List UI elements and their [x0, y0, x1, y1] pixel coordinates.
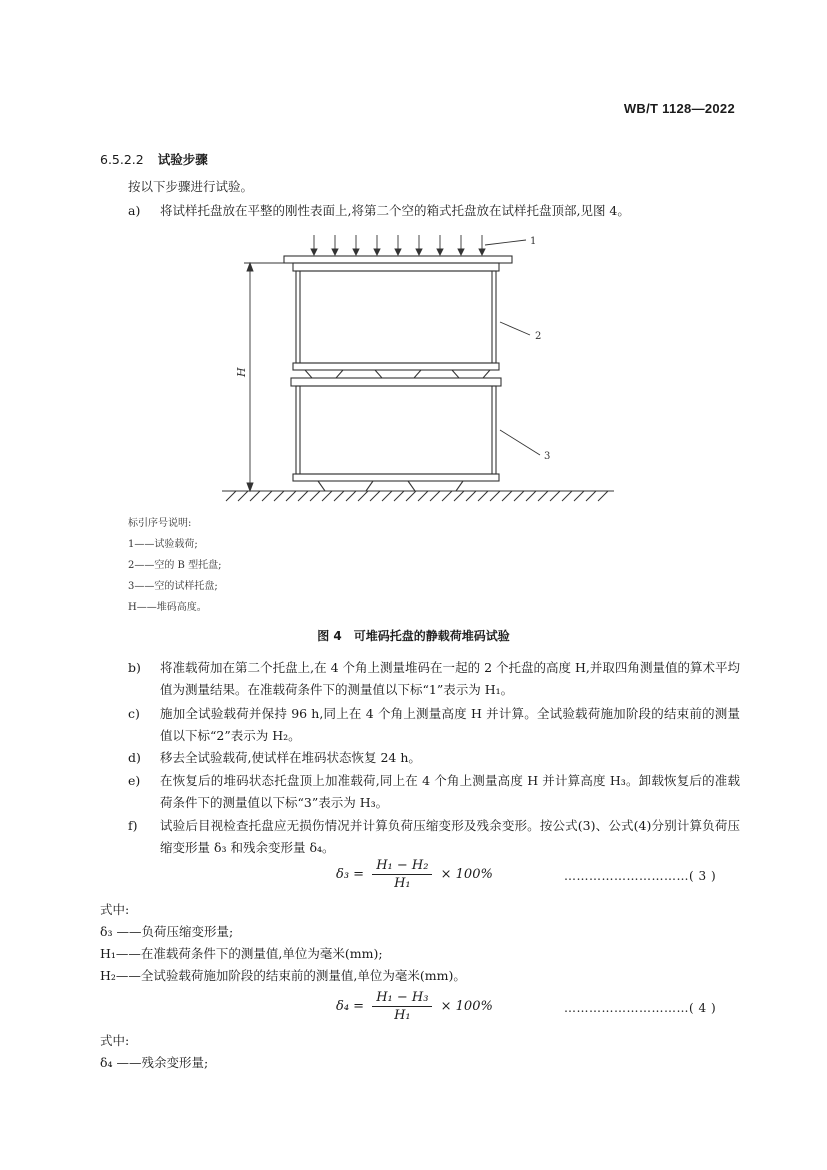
formula-4: [336, 990, 493, 1023]
dimension-label: H: [235, 367, 248, 377]
step-b: [128, 657, 740, 701]
stacking-test-figure: [0, 225, 827, 515]
step-text: 移去全试验载荷,使试样在堆码状态恢复 24 h。: [160, 750, 421, 765]
fraction: [372, 858, 432, 891]
where-item: δ₃ ——负荷压缩变形量;: [100, 924, 234, 939]
step-label: b): [128, 660, 141, 675]
figure-legend: [128, 513, 221, 618]
denominator: H₁: [394, 1008, 411, 1023]
step-label: a): [128, 203, 141, 218]
fraction: [372, 990, 432, 1023]
figure-title: 可堆码托盘的静载荷堆码试验: [353, 629, 510, 643]
where-item: δ₄ ——残余变形量;: [100, 1055, 209, 1070]
step-e: [128, 770, 740, 814]
callout-1: 1: [530, 236, 537, 247]
where-title: 式中:: [100, 902, 130, 917]
step-label: e): [128, 773, 141, 788]
formula-lhs: δ₄ =: [336, 999, 365, 1014]
ground: [222, 491, 614, 501]
leader-dots: …………………………: [564, 1001, 689, 1015]
legend-item: 3——空的试样托盘;: [128, 581, 218, 592]
intro-text: 按以下步骤进行试验。: [128, 179, 254, 194]
step-text: 将准载荷加在第二个托盘上,在 4 个角上测量堆码在一起的 2 个托盘的高度 H,并取四角测量值的算术平均值为测量结果。在准载荷条件下的测量值以下标“1”表示为 H₁。: [160, 660, 740, 697]
formula-rhs: × 100%: [440, 999, 493, 1014]
step-d: [128, 747, 740, 769]
step-text: 试验后目视检查托盘应无损伤情况并计算负荷压缩变形及残余变形。按公式(3)、公式(4)分别计算负荷压缩变形量 δ₃ 和残余变形量 δ₄。: [160, 818, 740, 855]
load-plate: [284, 256, 512, 263]
step-text: 将试样托盘放在平整的刚性表面上,将第二个空的箱式托盘放在试样托盘顶部,见图 4。: [160, 203, 630, 218]
legend-title: 标引序号说明:: [128, 518, 192, 529]
formula-rhs: × 100%: [440, 867, 493, 882]
step-a: [128, 200, 740, 222]
callout-3: 3: [544, 451, 551, 462]
legend-item: 1——试验载荷;: [128, 539, 198, 550]
figure-number: 图 4: [317, 629, 342, 643]
equation-number: ( 4 ): [689, 1001, 717, 1015]
figure-caption: [0, 627, 827, 644]
denominator: H₁: [394, 876, 411, 891]
load-arrows: [311, 235, 485, 255]
formula-lhs: δ₃ =: [336, 867, 365, 882]
numerator: H₁ − H₂: [372, 858, 432, 875]
where-title: 式中:: [100, 1033, 130, 1048]
section-number: 6.5.2.2: [100, 152, 144, 167]
legend-item: 2——空的 B 型托盘;: [128, 560, 222, 571]
where-block-2: [100, 1030, 760, 1074]
callout-leaders: [485, 240, 540, 455]
height-dimension: [244, 263, 292, 491]
step-text: 在恢复后的堆码状态托盘顶上加准载荷,同上在 4 个角上测量高度 H 并计算高度 H₃。卸载恢复后的准载荷条件下的测量值以下标“3”表示为 H₃。: [160, 773, 740, 810]
step-c: [128, 703, 740, 747]
standard-code: WB/T 1128—2022: [623, 101, 735, 116]
callout-2: 2: [535, 331, 542, 342]
step-label: d): [128, 750, 141, 765]
lower-box-pallet: [293, 386, 499, 491]
step-label: c): [128, 706, 140, 721]
step-label: f): [128, 818, 138, 833]
formula-3: [336, 858, 493, 891]
formula-4-number: [564, 1001, 716, 1015]
where-item: H₂——全试验载荷施加阶段的结束前的测量值,单位为毫米(mm)。: [100, 968, 466, 983]
step-f: [128, 815, 740, 859]
equation-number: ( 3 ): [689, 869, 717, 883]
legend-item: H——堆码高度。: [128, 602, 207, 613]
formula-3-number: [564, 869, 716, 883]
leader-dots: …………………………: [564, 869, 689, 883]
upper-box-pallet: [291, 263, 501, 386]
where-item: H₁——在准载荷条件下的测量值,单位为毫米(mm);: [100, 946, 383, 961]
section-title: 试验步骤: [157, 152, 208, 167]
where-block-1: [100, 899, 760, 987]
section-heading: [100, 150, 208, 168]
numerator: H₁ − H₃: [372, 990, 432, 1007]
step-text: 施加全试验载荷并保持 96 h,同上在 4 个角上测量高度 H 并计算。全试验载荷施加阶段的结束前的测量值以下标“2”表示为 H₂。: [160, 706, 740, 743]
